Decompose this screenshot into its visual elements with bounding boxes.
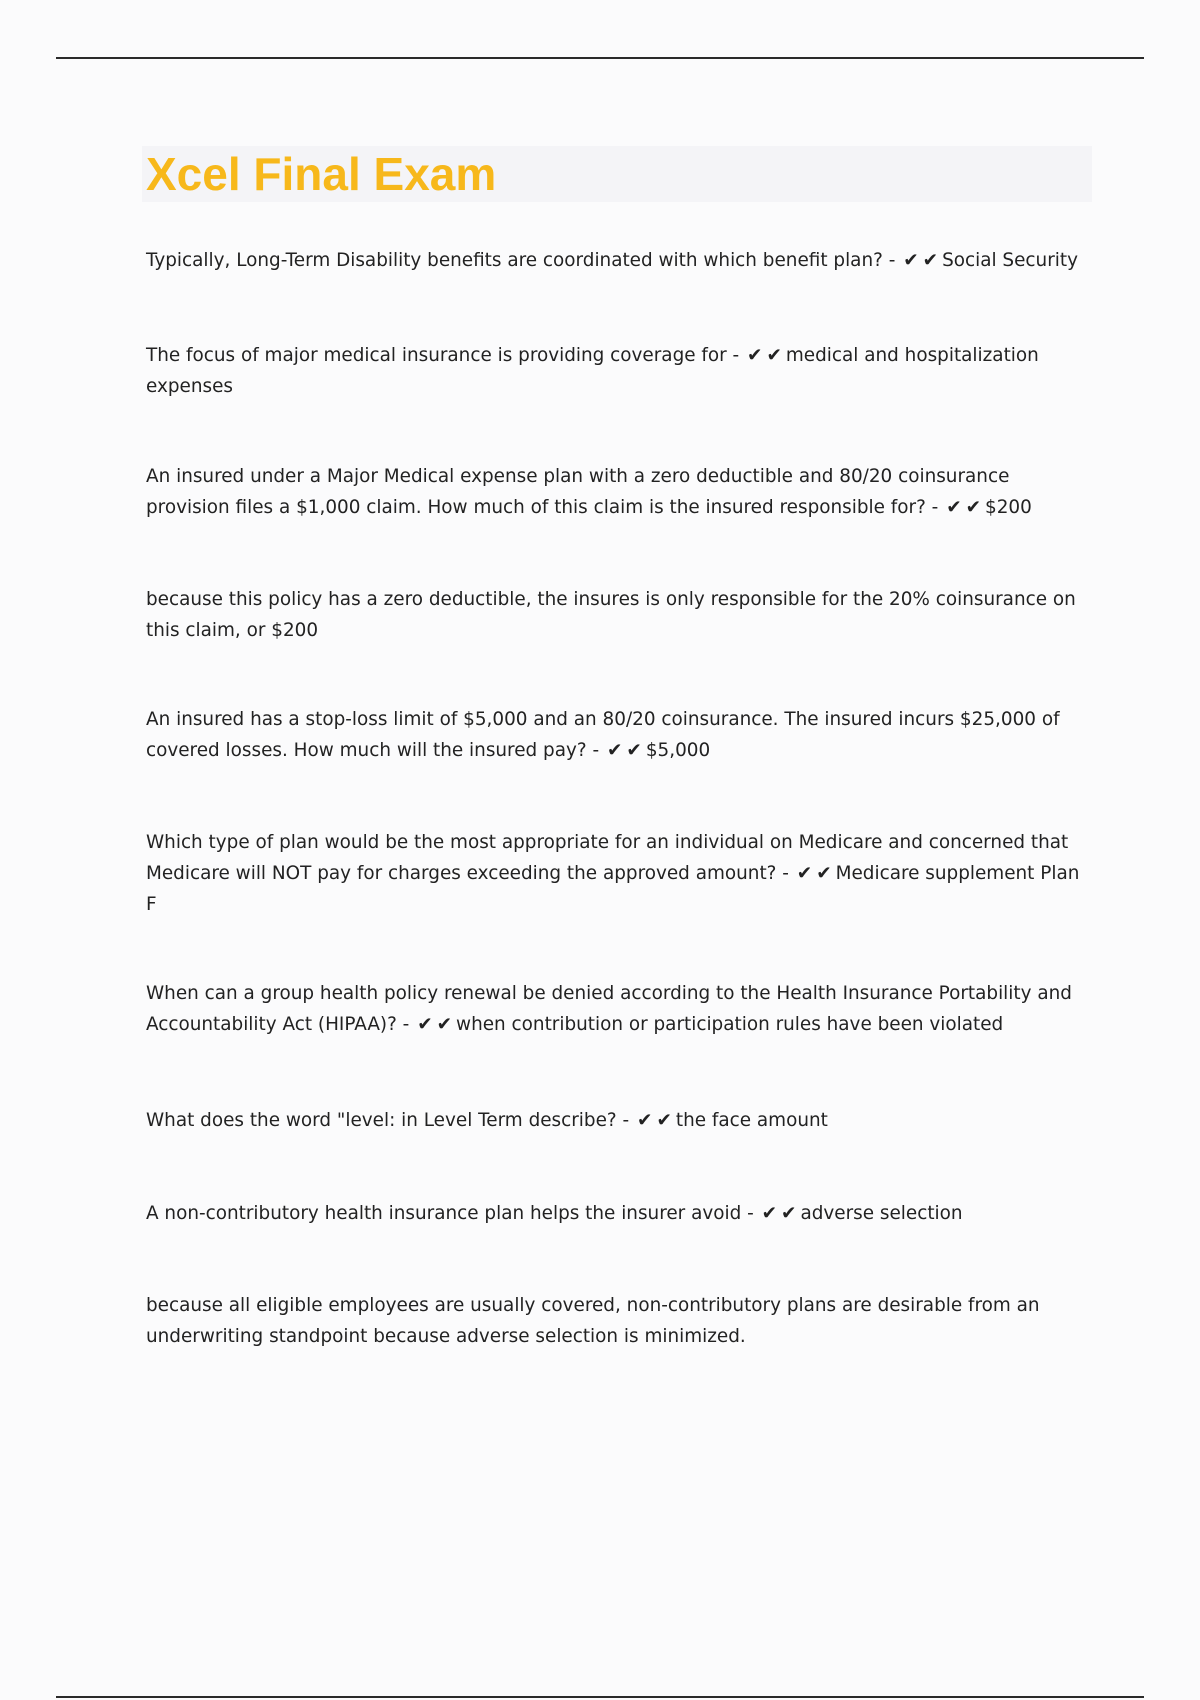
qa-item (146, 1198, 1086, 1229)
check-icon: ✔ (417, 1014, 433, 1035)
answer-text: $5,000 (645, 740, 711, 761)
explanation-item (146, 1290, 1086, 1352)
check-icon: ✔ (796, 863, 813, 884)
check-icon: ✔ (656, 1110, 672, 1131)
question-text: An insured has a stop-loss limit of $5,000 and an 80/20 coinsurance. The insured incurs $25,000 of covered losses. How much will the insured pay? - (146, 709, 1060, 761)
question-text: Typically, Long-Term Disability benefits are coordinated with which benefit plan? - (146, 250, 896, 271)
answer-text: adverse selection (800, 1203, 963, 1224)
answer-text: medical and hospitalization expenses (146, 345, 1039, 397)
qa-item (146, 978, 1086, 1040)
explanation-item (146, 584, 1086, 646)
check-icons (415, 1009, 454, 1040)
check-icon: ✔ (816, 863, 832, 884)
check-icon: ✔ (903, 250, 919, 271)
question-text: An insured under a Major Medical expense plan with a zero deductible and 80/20 coinsurance provision files a $1,000 claim. How much of this claim is the insured responsible for? - (146, 466, 1010, 518)
bottom-divider (56, 1696, 1144, 1698)
question-text: When can a group health policy renewal be denied according to the Health Insurance Portability and Accountability Act (HIPAA)? - (146, 983, 1072, 1035)
check-icon: ✔ (766, 345, 782, 366)
check-icon: ✔ (436, 1014, 453, 1035)
check-icon: ✔ (946, 497, 962, 518)
check-icons (635, 1105, 674, 1136)
explanation-text: because this policy has a zero deductible, the insures is only responsible for the 20% coinsurance on this claim, or $200 (146, 589, 1076, 641)
qa-item (146, 704, 1086, 766)
check-icons (944, 492, 983, 523)
top-divider (56, 57, 1144, 59)
check-icon: ✔ (761, 1203, 778, 1224)
qa-item (146, 1105, 1086, 1136)
check-icon: ✔ (637, 1110, 653, 1131)
check-icon: ✔ (965, 497, 982, 518)
answer-text: Social Security (942, 250, 1078, 271)
check-icon: ✔ (626, 740, 642, 761)
check-icons (901, 245, 940, 276)
explanation-text: because all eligible employees are usually covered, non-contributory plans are desirable from an underwriting standpoint because adverse selection is minimized. (146, 1295, 1040, 1347)
answer-text: the face amount (675, 1110, 828, 1131)
check-icons (760, 1198, 799, 1229)
check-icon: ✔ (606, 740, 623, 761)
check-icons (745, 340, 784, 371)
check-icon: ✔ (922, 250, 939, 271)
check-icons (605, 735, 644, 766)
qa-item (146, 245, 1086, 276)
question-text: What does the word "level: in Level Term describe? - (146, 1110, 630, 1131)
qa-item (146, 827, 1086, 920)
answer-text: Medicare supplement Plan F (146, 863, 1080, 915)
check-icon: ✔ (747, 345, 763, 366)
question-text: The focus of major medical insurance is providing coverage for - (146, 345, 740, 366)
question-text: A non-contributory health insurance plan helps the insurer avoid - (146, 1203, 754, 1224)
answer-text: when contribution or participation rules have been violated (456, 1014, 1004, 1035)
check-icons (795, 858, 834, 889)
qa-item (146, 340, 1086, 402)
qa-item (146, 461, 1086, 523)
answer-text: $200 (985, 497, 1032, 518)
document-title: Xcel Final Exam (146, 148, 497, 200)
question-text: Which type of plan would be the most appropriate for an individual on Medicare and concerned that Medicare will NOT pay for charges exceeding the approved amount? - (146, 832, 1069, 884)
check-icon: ✔ (781, 1203, 797, 1224)
